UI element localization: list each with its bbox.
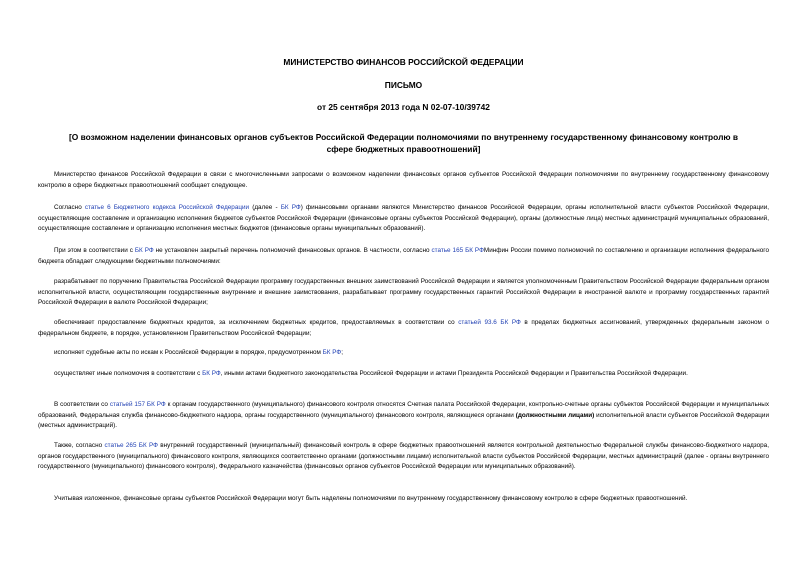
paragraph-text: не установлен закрытый перечень полномочий финансовых органов. В частности, согласно	[153, 247, 432, 254]
paragraph-text: разрабатывает по поручению Правительства Российской Федерации программу государственных внешних заимствований Российской Федерации и является уполномоченным Правительством Российской Федерации федеральным органом исполнительной власти, осуществляющим государственные внутренние и внешние заимствования, разрабатывает программу государственных гарантий Российской Федерации в иностранной валюте и программу государственных гарантий Российской Федерации в валюте Российской Федерации;	[38, 278, 769, 307]
link-bk-rf[interactable]: БК РФ	[280, 204, 301, 211]
paragraph-text: При этом в соответствии с	[54, 247, 135, 254]
paragraph-text: обеспечивает предоставление бюджетных кредитов, за исключением бюджетных кредитов, предоставляемых в соответствии со	[54, 319, 459, 326]
paragraph-1	[38, 170, 769, 191]
link-bk-rf[interactable]: БК РФ	[202, 370, 221, 377]
paragraph-text: осуществляет иные полномочия в соответствии с	[54, 370, 203, 377]
link-article-265[interactable]: статье 265 БК РФ	[104, 442, 158, 449]
paragraph-text: Согласно	[54, 204, 85, 211]
document-subject: [О возможном наделении финансовых органов субъектов Российской Федерации полномочиями по внутреннему государственному финансовому контролю в сфере бюджетных правоотношений]	[68, 132, 739, 154]
document-type: ПИСЬМО	[384, 80, 423, 90]
paragraph-text: В соответствии со	[54, 401, 110, 408]
paragraph-text: ) финансовыми органами являются Министерство финансов Российской Федерации, органы исполнительной власти субъектов Российской Федерации, осуществляющие составление и организацию исполнения бюджетов субъектов Российской Федерации (финансовые органы субъектов Российской Федерации), органы (должностные лица) местных администраций муниципальных образований, осуществляющие составление и организацию исполнения местных бюджетов (финансовые органы муниципальных образований).	[38, 204, 770, 233]
paragraph-text: Минфин России помимо полномочий по составлению и организации исполнения федерального бюджета обладает следующими бюджетными полномочиями:	[38, 247, 769, 265]
link-article-157[interactable]: статьей 157 БК РФ	[109, 401, 166, 408]
document-date-number: от 25 сентября 2013 года N 02-07-10/39742	[317, 102, 490, 112]
paragraph-text: внутренний государственный (муниципальный) финансовый контроль в сфере бюджетных правоотношений является контрольной деятельностью Федеральной службы финансово-бюджетного надзора, органов государственного (муниципального) финансового контроля, являющихся соответственно органами (должностными лицами) исполнительной власти субъектов Российской Федерации, местных администраций (далее - органы внутреннего государственного (муниципального) финансового контроля), Федерального казначейства (финансовых органов субъектов Российской Федерации или муниципальных образований).	[38, 442, 769, 471]
paragraph-text: Учитывая изложенное, финансовые органы субъектов Российской Федерации могут быть наделены полномочиями по внутреннему государственному финансовому контролю в сфере бюджетных правоотношений.	[54, 495, 688, 502]
paragraph-text: , иными актами бюджетного законодательства Российской Федерации и актами Президента Российской Федерации и Правительства Российской Федерации.	[220, 370, 688, 377]
paragraph-3	[38, 246, 769, 267]
issuer-title: МИНИСТЕРСТВО ФИНАНСОВ РОССИЙСКОЙ ФЕДЕРАЦИИ	[283, 57, 524, 67]
link-article-93-6[interactable]: статьей 93.6 БК РФ	[458, 319, 521, 326]
paragraph-text: ;	[341, 349, 343, 356]
paragraph-text: в пределах бюджетных ассигнований, утвержденных федеральным законом о федеральном бюджете, в порядке, установленном Правительством Российской Федерации;	[38, 319, 769, 337]
paragraph-10	[38, 494, 769, 505]
paragraph-5	[38, 318, 769, 339]
paragraph-text: Министерство финансов Российской Федерации в связи с многочисленными запросами о возможном наделении финансовых органов субъектов Российской Федерации полномочиями по внутреннему государственному финансовому контролю в сфере бюджетных правоотношений сообщает следующее.	[38, 171, 769, 189]
paragraph-text: к органам государственного (муниципального) финансового контроля относятся Счетная палата Российской Федерации, контрольно-счетные органы субъектов Российской Федерации и муниципальных образований, Федеральная служба финансово-бюджетного надзора, органы государственного (муниципального) финансового контроля, являющиеся органами	[38, 401, 770, 419]
bold-phrase: (должностными лицами)	[515, 411, 595, 419]
paragraph-6	[38, 348, 769, 359]
paragraph-2	[38, 203, 769, 235]
paragraph-text: исполнительной власти субъектов Российской Федерации (местных администраций).	[38, 411, 769, 430]
paragraph-8	[38, 400, 769, 432]
link-bk-rf[interactable]: БК РФ	[134, 247, 154, 254]
paragraph-text: исполняет судебные акты по искам к Российской Федерации в порядке, предусмотренном	[54, 349, 323, 356]
link-bk-rf[interactable]: БК РФ	[322, 349, 342, 356]
paragraph-text: Также, согласно	[54, 442, 105, 449]
link-article-165[interactable]: статье 165 БК РФ	[431, 247, 484, 254]
paragraph-4	[38, 277, 769, 309]
paragraph-9	[38, 441, 769, 473]
paragraph-7	[38, 369, 769, 380]
paragraph-text: (далее -	[249, 204, 281, 211]
link-budget-code-article-6[interactable]: статье 6 Бюджетного кодекса Российской Федерации	[84, 204, 250, 211]
